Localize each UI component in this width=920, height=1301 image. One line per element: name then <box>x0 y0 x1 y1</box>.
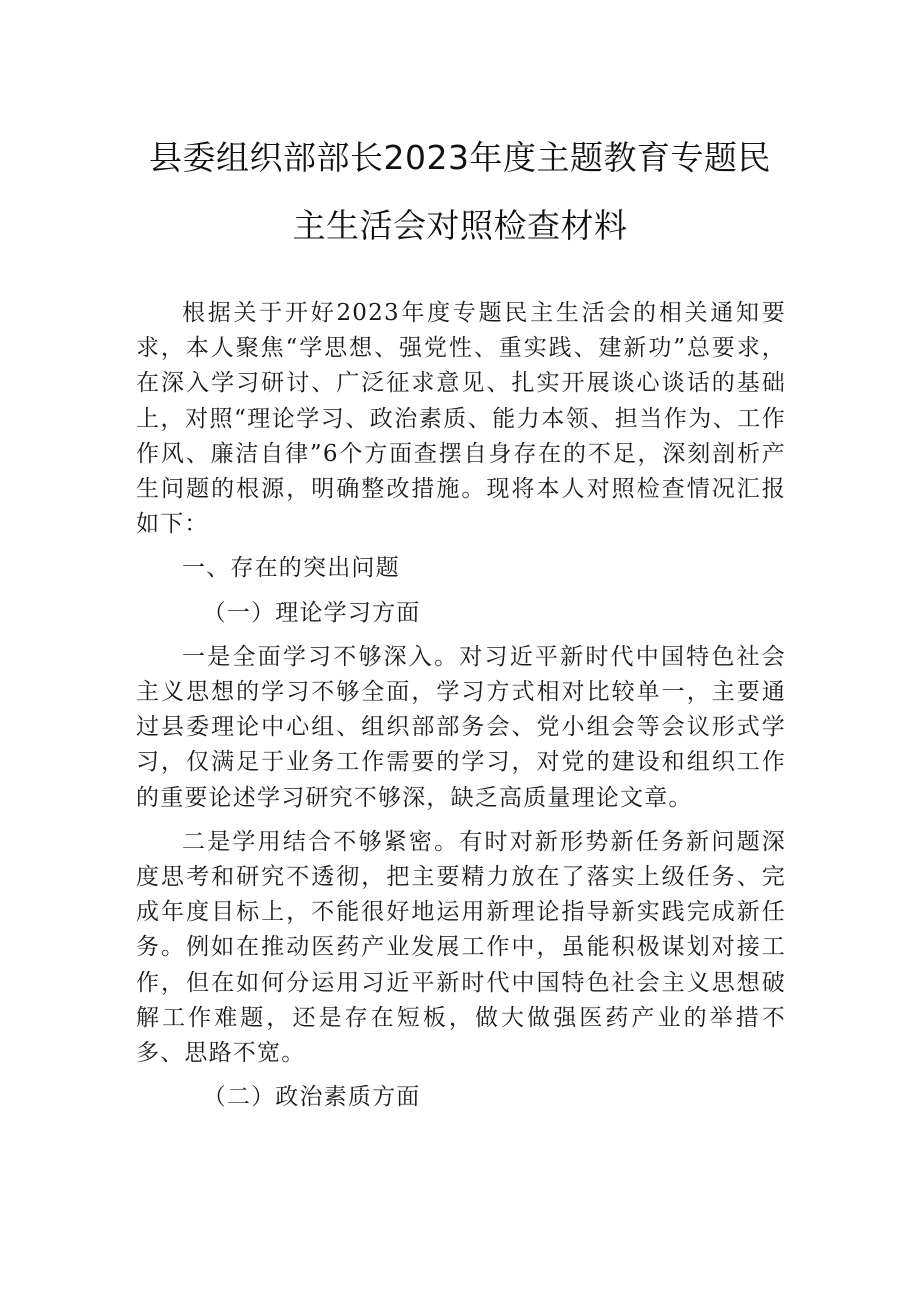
document-body <box>136 296 786 1115</box>
paragraph-study-application: 二是学用结合不够紧密。有时对新形势新任务新问题深度思考和研究不透彻，把主要精力放在了落实上级任务、完成年度目标上，不能很好地运用新理论指导新实践完成新任务。例如在推动医药产业发展工作中，虽能积极谋划对接工作，但在如何分运用习近平新时代中国特色社会主义思想破解工作难题，还是存在短板，做大做强医药产业的举措不多、思路不宽。 <box>136 828 786 1067</box>
document-title-line-1: 县委组织部部长2023年度主题教育专题民 <box>149 138 771 177</box>
subsection-heading-political-quality: （二）政治素质方面 <box>202 1084 421 1111</box>
paragraph-study-depth: 一是全面学习不够深入。对习近平新时代中国特色社会主义思想的学习不够全面，学习方式相对比较单一，主要通过县委理论中心组、组织部部务会、党小组会等会议形式学习，仅满足于业务工作需要的学习，对党的建设和组织工作的重要论述学习研究不够深，缺乏高质量理论文章。 <box>136 643 786 811</box>
document-title-line-2: 主生活会对照检查材料 <box>292 206 628 245</box>
section-heading-problems: 一、存在的突出问题 <box>182 555 400 582</box>
subsection-heading-theory-study: （一）理论学习方面 <box>202 599 421 626</box>
intro-paragraph: 根据关于开好2023年度专题民主生活会的相关通知要求，本人聚焦“学思想、强党性、重实践、建新功”总要求，在深入学习研讨、广泛征求意见、扎实开展谈心谈话的基础上，对照“理论学习、政治素质、能力本领、担当作为、工作作风、廉洁自律”6个方面查摆自身存在的不足，深刻剖析产生问题的根源，明确整改措施。现将本人对照检查情况汇报如下： <box>136 300 786 538</box>
